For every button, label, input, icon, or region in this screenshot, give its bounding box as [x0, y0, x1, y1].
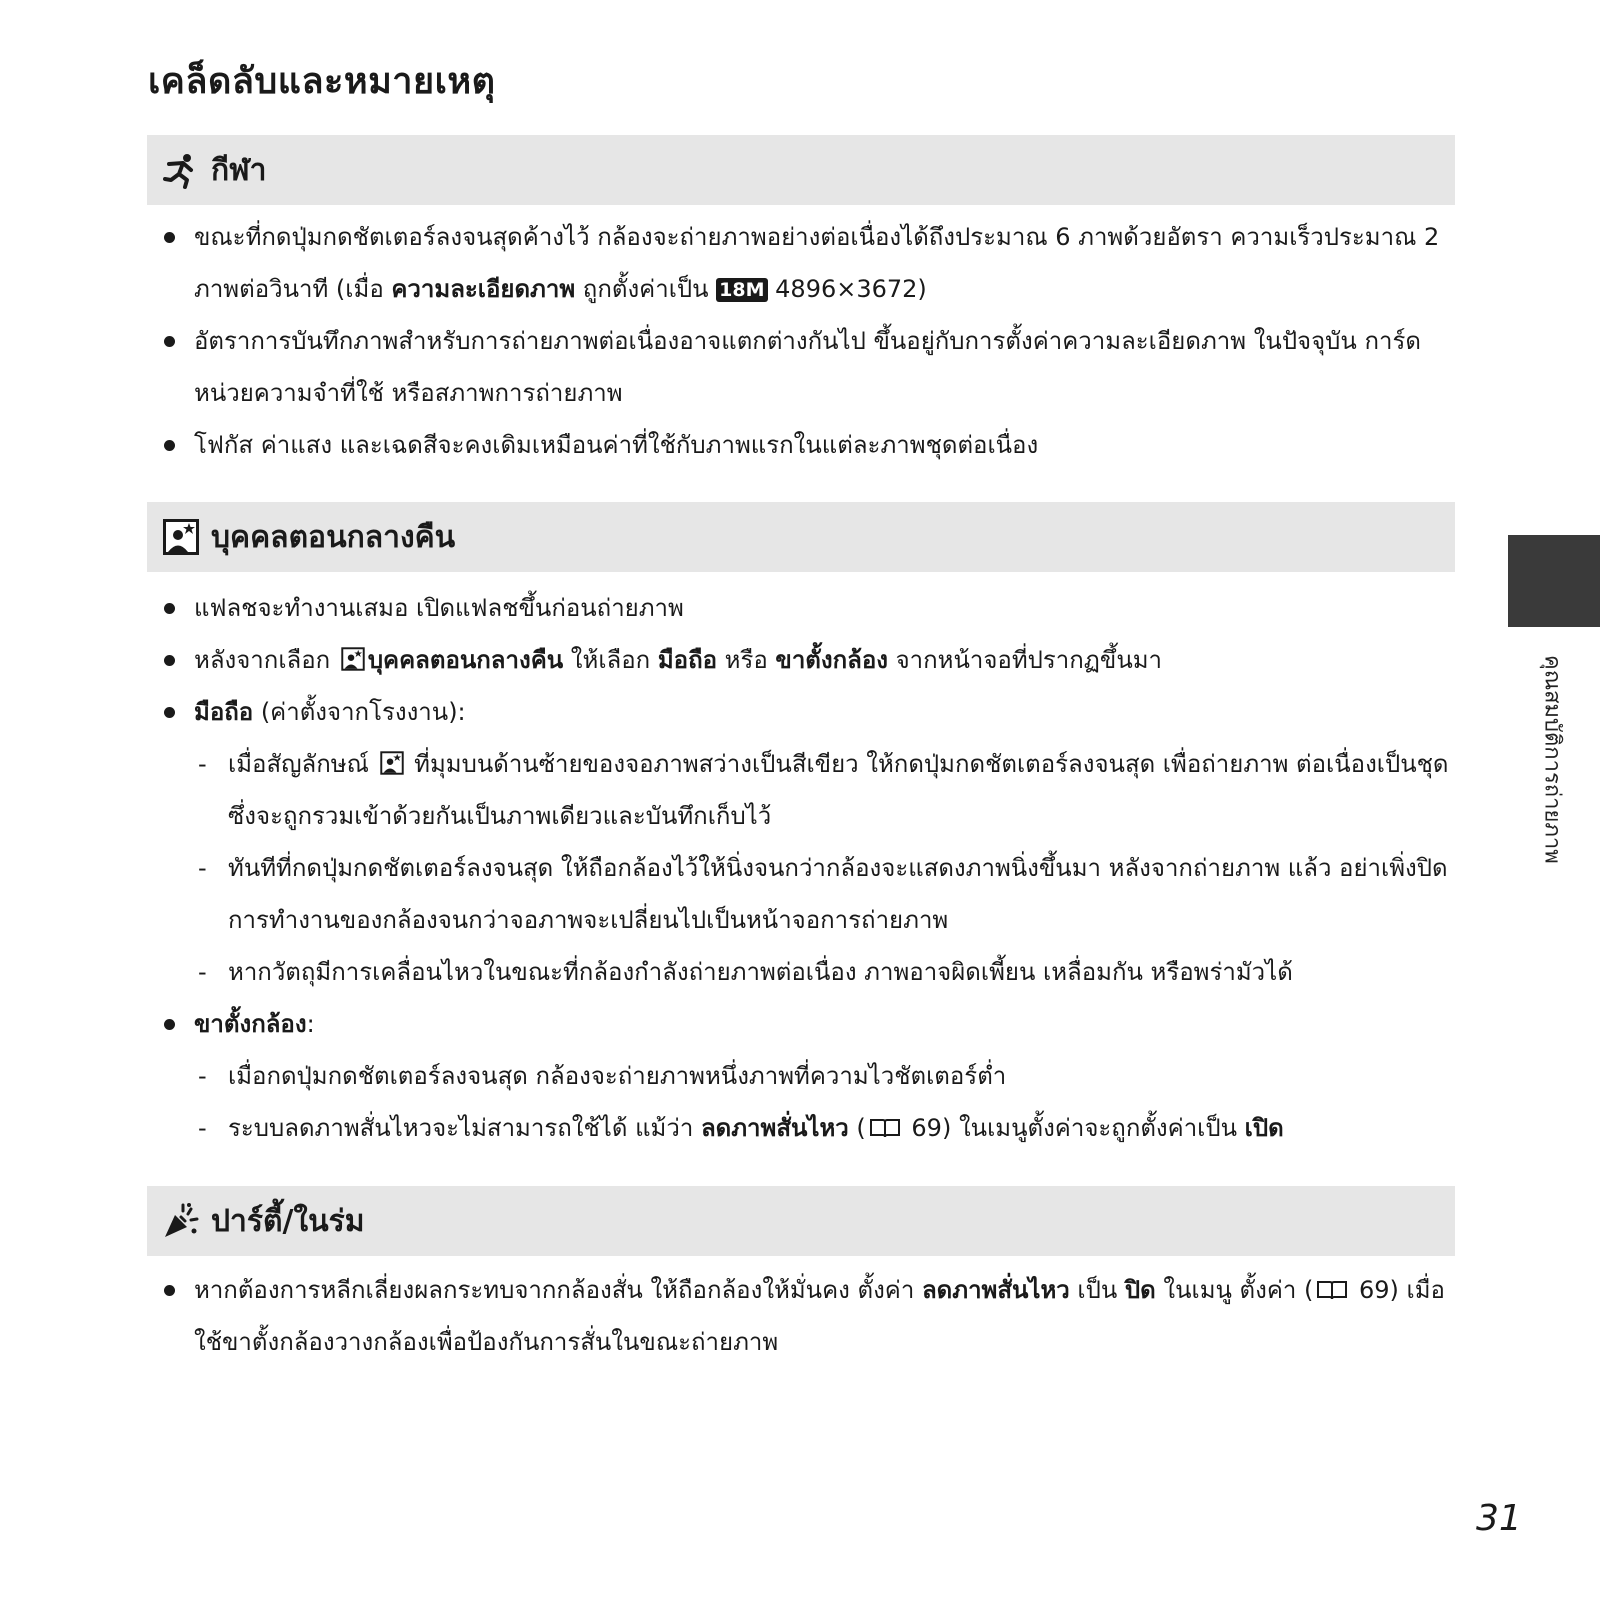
book-reference-icon	[869, 1117, 901, 1139]
night-portrait-icon	[340, 646, 366, 672]
page-title: เคล็ดลับและหมายเหตุ	[148, 61, 496, 102]
list-item: แฟลชจะทำงานเสมอ เปิดแฟลชขึ้นก่อนถ่ายภาพ	[160, 582, 1460, 634]
page-number: 31	[1476, 1498, 1522, 1539]
list-item: มือถือ (ค่าตั้งจากโรงงาน):	[160, 686, 1460, 738]
night-portrait-list	[160, 582, 1460, 1154]
sport-list	[160, 211, 1460, 471]
sub-list-item: - เมื่อสัญลักษณ์ ที่มุมบนด้านซ้ายของจอภาพสว่างเป็นสีเขียว ให้กดปุ่มกดชัตเตอร์ลงจนสุด เพื่อถ่ายภาพ ต่อเนื่องเป็นชุดซึ่งจะถูกรวมเข้าด้วยกันเป็นภาพเดียวและบันทึกเก็บไว้	[160, 738, 1460, 842]
party-indoor-icon	[161, 1201, 201, 1241]
sub-list-item: - ทันทีที่กดปุ่มกดชัตเตอร์ลงจนสุด ให้ถือกล้องไว้ให้นิ่งจนกว่ากล้องจะแสดงภาพนิ่งขึ้นมา หลังจากถ่ายภาพ แล้ว อย่าเพิ่งปิดการทำงานของกล้องจนกว่าจอภาพจะเปลี่ยนไปเป็นหน้าจอการถ่ายภาพ	[160, 842, 1460, 946]
list-item: โฟกัส ค่าแสง และเฉดสีจะคงเดิมเหมือนค่าที่ใช้กับภาพแรกในแต่ละภาพชุดต่อเนื่อง	[160, 419, 1460, 471]
list-item: หลังจากเลือก บุคคลตอนกลางคืน ให้เลือก มือถือ หรือ ขาตั้งกล้อง จากหน้าจอที่ปรากฏขึ้นมา	[160, 634, 1460, 686]
sub-list-item: - ระบบลดภาพสั่นไหวจะไม่สามารถใช้ได้ แม้ว่า ลดภาพสั่นไหว ( 69) ในเมนูตั้งค่าจะถูกตั้งค่าเป็น เปิด	[160, 1102, 1460, 1154]
night-portrait-icon	[379, 750, 405, 776]
section-header-party-indoor	[147, 1186, 1455, 1256]
night-portrait-icon	[161, 517, 201, 557]
list-item: ขณะที่กดปุ่มกดชัตเตอร์ลงจนสุดค้างไว้ กล้องจะถ่ายภาพอย่างต่อเนื่องได้ถึงประมาณ 6 ภาพด้วยอัตรา ความเร็วประมาณ 2 ภาพต่อวินาที (เมื่อ ความละเอียดภาพ ถูกตั้งค่าเป็น 18M 4896×3672)	[160, 211, 1460, 315]
sport-scene-icon	[161, 150, 201, 190]
image-size-badge: 18M	[716, 278, 767, 302]
sub-list-item: - เมื่อกดปุ่มกดชัตเตอร์ลงจนสุด กล้องจะถ่ายภาพหนึ่งภาพที่ความไวชัตเตอร์ต่ำ	[160, 1050, 1460, 1102]
list-item: หากต้องการหลีกเลี่ยงผลกระทบจากกล้องสั่น ให้ถือกล้องให้มั่นคง ตั้งค่า ลดภาพสั่นไหว เป็น ปิด ในเมนู ตั้งค่า ( 69) เมื่อใช้ขาตั้งกล้องวางกล้องเพื่อป้องกันการสั่นในขณะถ่ายภาพ	[160, 1264, 1460, 1368]
section-header-night-portrait	[147, 502, 1455, 572]
book-reference-icon	[1316, 1279, 1348, 1301]
chapter-label: คุณสมบัติการถ่ายภาพ	[1539, 655, 1565, 864]
list-item: ขาตั้งกล้อง:	[160, 998, 1460, 1050]
section-header-sport	[147, 135, 1455, 205]
sub-list-item: - หากวัตถุมีการเคลื่อนไหวในขณะที่กล้องกำลังถ่ายภาพต่อเนื่อง ภาพอาจผิดเพี้ยน เหลื่อมกัน หรือพร่ามัวได้	[160, 946, 1460, 998]
section-title-party-indoor: ปาร์ตี้/ในร่ม	[211, 1203, 365, 1239]
section-title-sport: กีฬา	[211, 152, 267, 188]
chapter-tab	[1508, 535, 1600, 627]
party-list	[160, 1264, 1460, 1368]
list-item: อัตราการบันทึกภาพสำหรับการถ่ายภาพต่อเนื่องอาจแตกต่างกันไป ขึ้นอยู่กับการตั้งค่าความละเอียดภาพ ในปัจจุบัน การ์ดหน่วยความจำที่ใช้ หรือสภาพการถ่ายภาพ	[160, 315, 1460, 419]
section-title-night-portrait: บุคคลตอนกลางคืน	[211, 519, 456, 555]
